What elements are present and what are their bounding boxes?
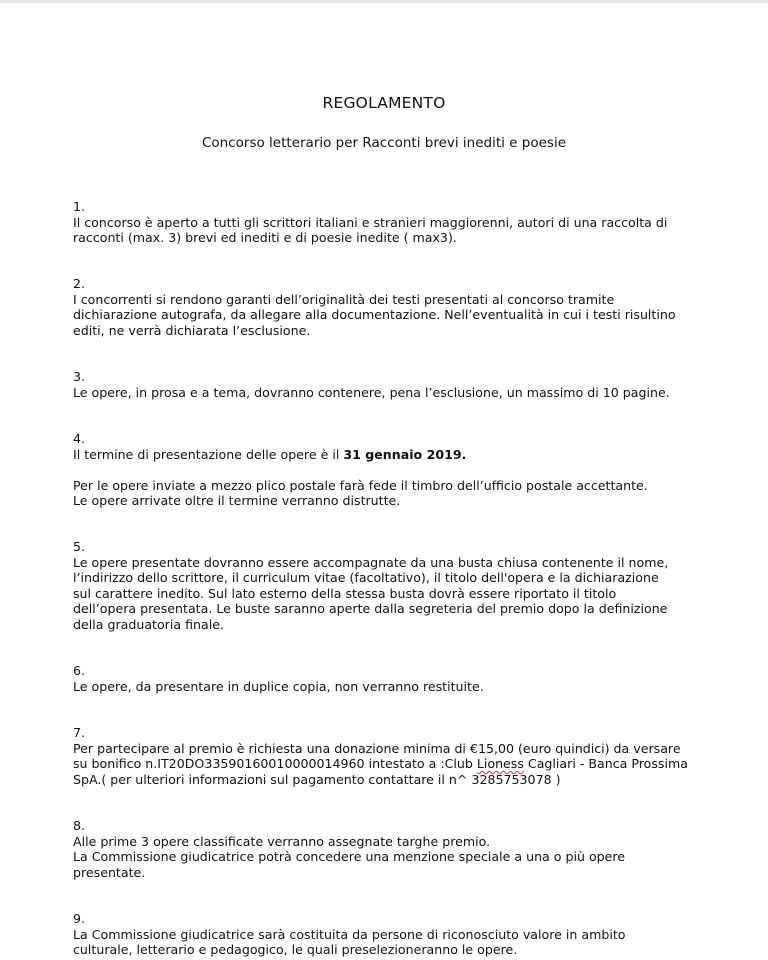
article-text-line: dell’opera presentata. Le buste saranno aperte dalla segreteria del premio dopo la definizione <box>73 601 668 617</box>
article-number: 7. <box>73 725 86 740</box>
article-text-line: sul carattere inedito. Sul lato esterno della stessa busta dovrà essere riportato il titolo <box>73 585 617 601</box>
bank-transfer-line <box>73 756 713 772</box>
article-text-line: La Commissione giudicatrice sarà costituita da persone di riconosciuto valore in ambito <box>73 926 626 942</box>
article-8 <box>73 818 713 880</box>
article-1 <box>73 199 713 246</box>
article-text-line: dichiarazione autografa, da allegare alla documentazione. Nell’eventualità in cui i testi risultino <box>73 307 676 323</box>
article-number: 1. <box>73 199 86 214</box>
article-text-line: l’indirizzo dello scrittore, il curriculum vitae (facoltativo), il titolo dell'opera e la dichiarazione <box>73 570 659 586</box>
article-text-line: presentate. <box>73 864 146 880</box>
deadline-text: Il termine di presentazione delle opere è il <box>73 446 344 462</box>
article-text-line: SpA.( per ulteriori informazioni sul pagamento contattare il n^ 3285753078 ) <box>73 771 561 787</box>
deadline-line <box>73 447 713 463</box>
article-9 <box>73 911 713 958</box>
article-6 <box>73 663 713 694</box>
article-text-line: Il concorso è aperto a tutti gli scrittori italiani e stranieri maggiorenni, autori di una raccolta di <box>73 214 668 230</box>
article-text-line: La Commissione giudicatrice potrà concedere una menzione speciale a una o più opere <box>73 849 626 865</box>
article-3 <box>73 369 713 400</box>
article-number: 3. <box>73 369 86 384</box>
article-number: 8. <box>73 818 86 833</box>
iban-text: su bonifico n.IT20DO33590160010000014960 intestato a :Club <box>73 756 477 772</box>
spellcheck-flagged-word: Lioness <box>476 756 524 772</box>
article-7 <box>73 725 713 787</box>
article-number: 5. <box>73 539 86 554</box>
article-2 <box>73 276 713 338</box>
deadline-date: 31 gennaio 2019. <box>343 446 467 462</box>
article-text-line: Le opere arrivate oltre il termine verranno distrutte. <box>73 493 401 509</box>
article-number: 9. <box>73 911 86 926</box>
article-4 <box>73 431 713 509</box>
article-text-line: della graduatoria finale. <box>73 616 224 632</box>
document-title: REGOLAMENTO <box>322 94 446 112</box>
article-text-line: Le opere, in prosa e a tema, dovranno contenere, pena l’esclusione, un massimo di 10 pagine. <box>73 384 670 400</box>
article-text-line: Per partecipare al premio è richiesta una donazione minima di €15,00 (euro quindici) da versare <box>73 740 681 756</box>
article-number: 6. <box>73 663 86 678</box>
article-text-line: I concorrenti si rendono garanti dell’originalità dei testi presentati al concorso tramite <box>73 291 615 307</box>
article-5 <box>73 539 713 633</box>
article-text-line: Per le opere inviate a mezzo plico postale farà fede il timbro dell’ufficio postale accettante. <box>73 477 648 493</box>
article-number: 2. <box>73 276 86 291</box>
article-text-line: racconti (max. 3) brevi ed inediti e di poesie inedite ( max3). <box>73 230 457 246</box>
article-text-line: editi, ne verrà dichiarata l’esclusione. <box>73 322 311 338</box>
document-subtitle: Concorso letterario per Racconti brevi inediti e poesie <box>202 135 566 151</box>
article-number: 4. <box>73 431 86 446</box>
article-text-line: culturale, letterario e pedagogico, le quali preselezioneranno le opere. <box>73 942 518 958</box>
article-text-line: Le opere, da presentare in duplice copia, non verranno restituite. <box>73 678 484 694</box>
article-text-line: Alle prime 3 opere classificate verranno assegnate targhe premio. <box>73 833 491 849</box>
bank-name-text: Cagliari - Banca Prossima <box>523 756 688 772</box>
article-text-line: Le opere presentate dovranno essere accompagnate da una busta chiusa contenente il nome, <box>73 554 669 570</box>
